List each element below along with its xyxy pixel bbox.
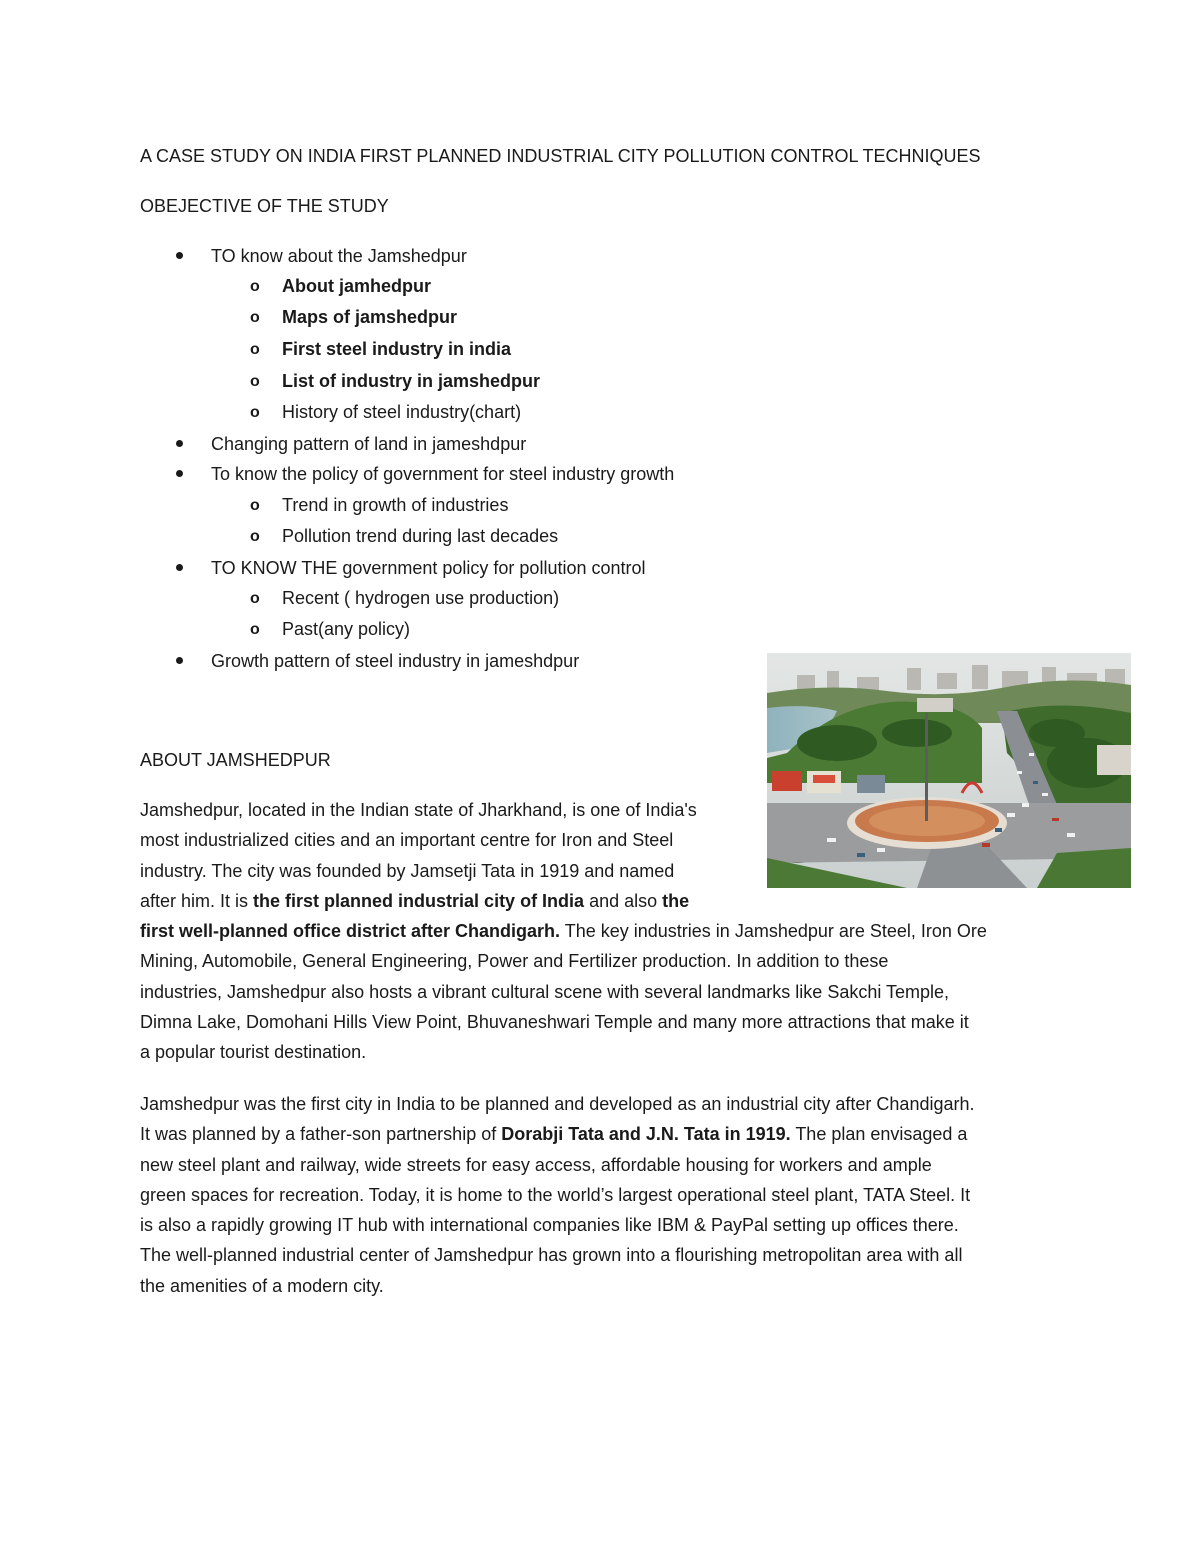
text-span: and also bbox=[584, 890, 663, 911]
outline-item: TO know about the Jamshedpur bbox=[211, 246, 467, 266]
text-line: new steel plant and railway, wide streets for easy access, affordable housing for workers and ample bbox=[140, 1154, 932, 1175]
text-line: Jamshedpur was the first city in India to be planned and developed as an industrial city after Chandigarh. bbox=[140, 1094, 975, 1114]
outline-subitem: Maps of jamshedpur bbox=[282, 307, 458, 327]
outline-subitem: First steel industry in india bbox=[282, 339, 512, 359]
text-line: Dimna Lake, Domohani Hills View Point, Bhuvaneshwari Temple and many more attractions that make it bbox=[140, 1012, 969, 1033]
about-heading: ABOUT JAMSHEDPUR bbox=[140, 750, 331, 770]
document-title: A CASE STUDY ON INDIA FIRST PLANNED INDUSTRIAL CITY POLLUTION CONTROL TECHNIQUES bbox=[140, 146, 981, 166]
sub-bullet-marker: o bbox=[250, 497, 260, 514]
sub-bullet-marker: o bbox=[250, 590, 260, 607]
bold-text-span: the bbox=[662, 890, 690, 911]
text-line: Jamshedpur, located in the Indian state of Jharkhand, is one of India's bbox=[140, 800, 697, 820]
text-line: industry. The city was founded by Jamsetji Tata in 1919 and named bbox=[140, 860, 675, 881]
outline-subitem: Recent ( hydrogen use production) bbox=[282, 588, 560, 608]
about-paragraph-2 bbox=[140, 1089, 975, 1301]
outline-subitem: Trend in growth of industries bbox=[282, 495, 509, 515]
bold-text-span: Dorabji Tata and J.N. Tata in 1919. bbox=[501, 1124, 791, 1145]
bullet-marker bbox=[176, 440, 183, 447]
bullet-marker bbox=[176, 564, 183, 571]
sub-bullet-marker: o bbox=[250, 341, 260, 358]
bullet-marker bbox=[176, 252, 183, 259]
about-paragraph-1 bbox=[140, 795, 987, 1068]
sub-bullet-marker: o bbox=[250, 373, 260, 390]
text-line: the amenities of a modern city. bbox=[140, 1275, 384, 1296]
sub-bullet-marker: o bbox=[250, 621, 260, 638]
text-line bbox=[140, 886, 987, 916]
text-line: Mining, Automobile, General Engineering, Power and Fertilizer production. In addition to these bbox=[140, 951, 889, 972]
outline-subitem: Pollution trend during last decades bbox=[282, 526, 559, 546]
bullet-marker bbox=[176, 657, 183, 664]
text-line bbox=[140, 916, 987, 946]
outline-item: To know the policy of government for steel industry growth bbox=[211, 464, 675, 484]
sub-bullet-marker: o bbox=[250, 528, 260, 545]
text-span: The key industries in Jamshedpur are Steel, Iron Ore bbox=[560, 921, 987, 942]
bold-text-span: the first planned industrial city of India bbox=[253, 890, 585, 911]
text-line: is also a rapidly growing IT hub with international companies like IBM & PayPal setting up offices there. bbox=[140, 1215, 959, 1236]
sub-bullet-marker: o bbox=[250, 404, 260, 421]
objective-heading: OBEJECTIVE OF THE STUDY bbox=[140, 196, 389, 216]
outline-item: TO KNOW THE government policy for pollution control bbox=[211, 558, 646, 578]
text-line: The well-planned industrial center of Jamshedpur has grown into a flourishing metropolitan area with all bbox=[140, 1245, 963, 1266]
sub-bullet-marker: o bbox=[250, 278, 260, 295]
outline-subitem: List of industry in jamshedpur bbox=[282, 371, 541, 391]
outline-subitem: History of steel industry(chart) bbox=[282, 402, 522, 422]
outline-subitem: Past(any policy) bbox=[282, 619, 411, 639]
text-span: It was planned by a father-son partnership of bbox=[140, 1124, 502, 1145]
text-line: industries, Jamshedpur also hosts a vibrant cultural scene with several landmarks like Sakchi Temple, bbox=[140, 981, 950, 1002]
text-span: The plan envisaged a bbox=[790, 1124, 968, 1145]
text-line bbox=[140, 1119, 975, 1149]
text-line: most industrialized cities and an important centre for Iron and Steel bbox=[140, 830, 674, 851]
sub-bullet-marker: o bbox=[250, 309, 260, 326]
text-span: after him. It is bbox=[140, 890, 254, 911]
bold-text-span: first well-planned office district after Chandigarh. bbox=[140, 921, 561, 942]
text-line: green spaces for recreation. Today, it is home to the world’s largest operational steel plant, TATA Steel. It bbox=[140, 1184, 971, 1205]
outline-subitem: About jamhedpur bbox=[282, 276, 431, 296]
outline-item: Growth pattern of steel industry in jameshdpur bbox=[211, 651, 580, 671]
text-line: a popular tourist destination. bbox=[140, 1042, 367, 1063]
outline-item: Changing pattern of land in jameshdpur bbox=[211, 434, 527, 454]
bullet-marker bbox=[176, 470, 183, 477]
